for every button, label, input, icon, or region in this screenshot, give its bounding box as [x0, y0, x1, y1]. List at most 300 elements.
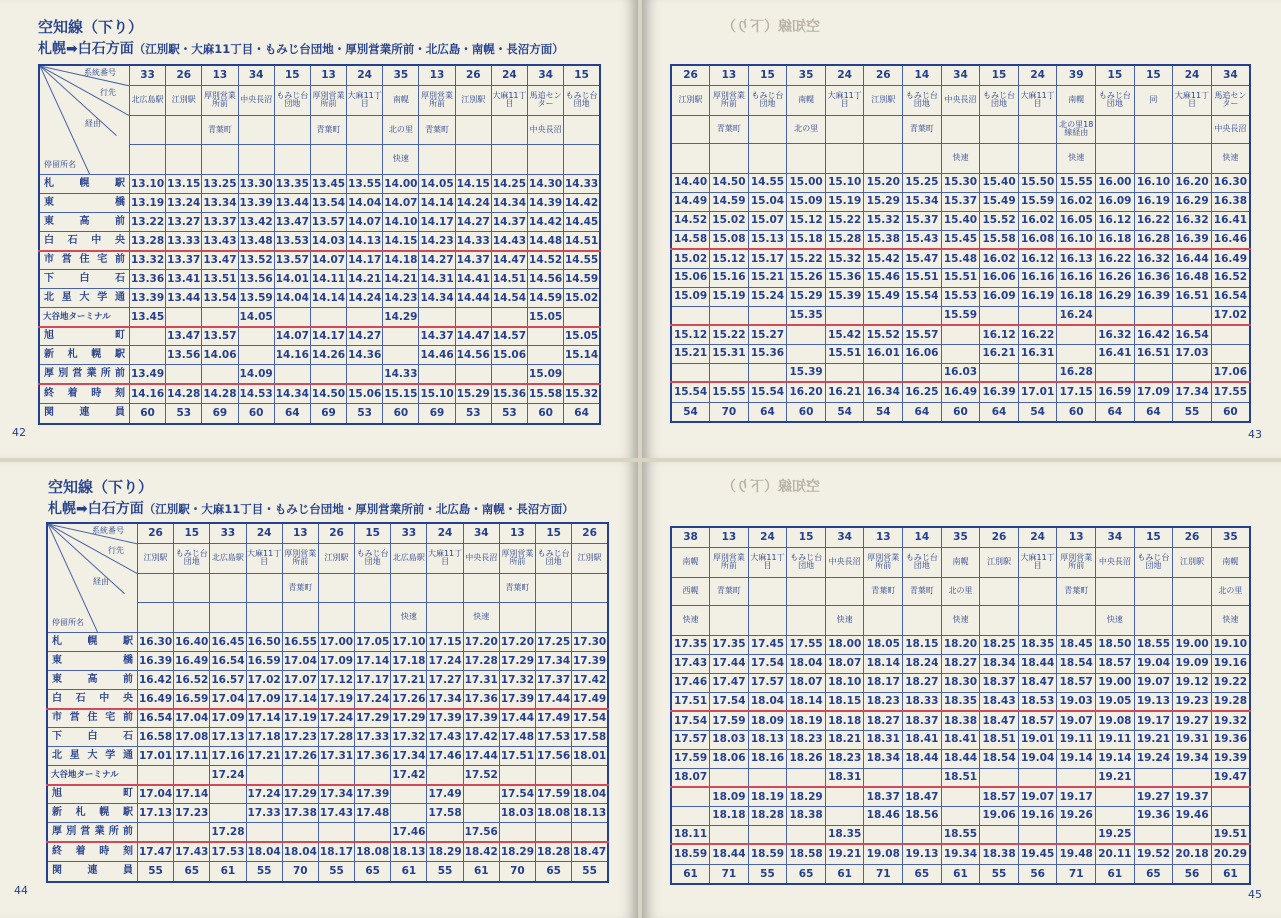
staff-count: 65 — [536, 862, 572, 882]
staff-count: 61 — [1096, 864, 1135, 884]
service-type — [1173, 605, 1212, 635]
departure-time: 13.47 — [166, 327, 202, 346]
via-note — [748, 115, 787, 143]
departure-time: 18.34 — [980, 654, 1019, 673]
departure-time: 18.11 — [671, 825, 710, 844]
departure-time: 14.41 — [455, 270, 491, 289]
departure-time: 17.09 — [246, 690, 282, 709]
destination: 北広島駅 — [210, 543, 246, 573]
stop-row — [47, 671, 608, 690]
service-type — [455, 144, 491, 174]
departure-time: 20.11 — [1096, 844, 1135, 864]
departure-time: 13.57 — [310, 213, 346, 232]
departure-time: 18.25 — [980, 635, 1019, 654]
departure-time: 18.23 — [787, 730, 826, 749]
departure-time: 14.52 — [671, 211, 710, 230]
departure-time: 18.17 — [318, 842, 354, 862]
route-number: 24 — [491, 65, 527, 85]
departure-time: 18.37 — [980, 673, 1019, 692]
page-44 — [0, 462, 638, 918]
departure-time: 14.33 — [564, 175, 600, 194]
departure-time: 16.55 — [282, 633, 318, 652]
stop-row — [39, 270, 600, 289]
departure-time — [1173, 306, 1212, 325]
departure-time: 17.24 — [246, 785, 282, 804]
departure-time: 15.06 — [347, 384, 383, 404]
departure-time: 17.46 — [671, 673, 710, 692]
stop-row — [671, 844, 1250, 864]
departure-time — [710, 363, 749, 382]
departure-time: 16.12 — [980, 325, 1019, 344]
departure-time: 17.01 — [137, 747, 173, 766]
departure-time: 18.19 — [748, 787, 787, 806]
departure-time — [419, 365, 455, 384]
departure-time: 19.27 — [1173, 711, 1212, 730]
departure-time: 13.48 — [238, 232, 274, 251]
departure-time: 18.29 — [787, 787, 826, 806]
departure-time: 14.56 — [528, 270, 564, 289]
departure-time: 15.52 — [864, 325, 903, 344]
departure-time: 18.08 — [536, 804, 572, 823]
via-note — [347, 116, 383, 144]
route-number: 24 — [1018, 65, 1057, 85]
departure-time: 14.49 — [671, 192, 710, 211]
via-note — [274, 116, 310, 144]
route-number: 34 — [941, 65, 980, 85]
route-number: 24 — [1018, 527, 1057, 547]
departure-time — [787, 825, 826, 844]
departure-time: 14.28 — [166, 384, 202, 404]
destination: 厚別営業所前 — [1057, 547, 1096, 577]
route-number: 13 — [202, 65, 238, 85]
departure-time — [238, 327, 274, 346]
departure-time: 15.27 — [748, 325, 787, 344]
departure-time — [671, 306, 710, 325]
departure-time: 18.31 — [864, 730, 903, 749]
service-type: 快速 — [941, 605, 980, 635]
departure-time: 13.39 — [238, 194, 274, 213]
departure-time: 18.00 — [825, 635, 864, 654]
departure-time: 17.33 — [355, 728, 391, 747]
departure-time: 17.31 — [318, 747, 354, 766]
staff-count: 69 — [202, 404, 238, 424]
departure-time: 13.39 — [129, 289, 165, 308]
service-type — [310, 144, 346, 174]
departure-time: 17.18 — [391, 652, 427, 671]
departure-time: 15.16 — [710, 268, 749, 287]
service-type: 快速 — [463, 602, 499, 632]
destination: 同 — [1134, 85, 1173, 115]
stop-name: 大谷地ターミナル — [47, 766, 137, 785]
departure-time: 13.53 — [274, 232, 310, 251]
stop-row — [47, 709, 608, 728]
departure-time: 16.31 — [1018, 344, 1057, 363]
departure-time: 18.37 — [903, 711, 942, 730]
departure-time: 17.51 — [499, 747, 535, 766]
departure-time: 14.23 — [419, 232, 455, 251]
departure-time: 14.57 — [491, 327, 527, 346]
departure-time: 16.59 — [246, 652, 282, 671]
departure-time: 18.37 — [864, 787, 903, 806]
departure-time: 19.05 — [1096, 692, 1135, 711]
header-stub — [47, 523, 137, 633]
stop-row — [671, 249, 1250, 268]
departure-time: 16.39 — [1173, 230, 1212, 249]
departure-time: 19.21 — [1096, 768, 1135, 787]
departure-time: 18.57 — [980, 787, 1019, 806]
destination: 厚別営業所前 — [310, 85, 346, 115]
departure-time: 16.22 — [1134, 211, 1173, 230]
via-note — [455, 116, 491, 144]
departure-time: 17.45 — [748, 635, 787, 654]
stop-name: 新札幌駅 — [47, 804, 137, 823]
departure-time: 14.39 — [528, 194, 564, 213]
departure-time: 17.23 — [174, 804, 210, 823]
destination: 大麻11丁目 — [1173, 85, 1212, 115]
departure-time: 18.04 — [572, 785, 608, 804]
staff-count: 61 — [210, 862, 246, 882]
stop-row — [39, 384, 600, 404]
departure-time: 15.12 — [787, 211, 826, 230]
stop-row — [39, 194, 600, 213]
departure-time: 18.42 — [463, 842, 499, 862]
departure-time: 16.59 — [1096, 382, 1135, 402]
departure-time: 17.46 — [427, 747, 463, 766]
via-note — [210, 574, 246, 602]
departure-time — [710, 825, 749, 844]
departure-time: 14.15 — [455, 175, 491, 194]
route-number: 24 — [825, 65, 864, 85]
departure-time: 18.45 — [1057, 635, 1096, 654]
departure-time: 14.04 — [274, 289, 310, 308]
departure-time: 16.49 — [174, 652, 210, 671]
departure-time: 18.13 — [391, 842, 427, 862]
departure-time — [238, 346, 274, 365]
departure-time — [864, 768, 903, 787]
stop-name: 市営住宅前 — [47, 709, 137, 728]
departure-time — [347, 308, 383, 327]
service-type — [427, 602, 463, 632]
departure-time: 16.20 — [1173, 173, 1212, 192]
stop-name: 厚別営業所前 — [39, 365, 129, 384]
staff-count: 56 — [1173, 864, 1212, 884]
service-type — [246, 602, 282, 632]
route-number: 13 — [310, 65, 346, 85]
staff-count: 64 — [748, 402, 787, 422]
departure-time: 16.40 — [174, 633, 210, 652]
departure-time: 16.42 — [137, 671, 173, 690]
staff-count: 60 — [129, 404, 165, 424]
departure-time: 15.19 — [710, 287, 749, 306]
departure-time — [202, 308, 238, 327]
stop-row — [47, 804, 608, 823]
departure-time: 19.34 — [941, 844, 980, 864]
service-type — [903, 605, 942, 635]
service-type: 快速 — [941, 143, 980, 173]
departure-time: 16.19 — [1134, 192, 1173, 211]
service-type — [671, 143, 710, 173]
departure-time — [980, 768, 1019, 787]
route-number: 24 — [246, 523, 282, 543]
departure-time: 13.30 — [238, 175, 274, 194]
departure-time: 13.59 — [238, 289, 274, 308]
departure-time: 17.29 — [499, 652, 535, 671]
departure-time: 15.07 — [748, 211, 787, 230]
departure-time: 18.16 — [748, 749, 787, 768]
departure-time: 18.13 — [572, 804, 608, 823]
destination: 中央長沼 — [1096, 547, 1135, 577]
departure-time — [491, 308, 527, 327]
departure-time: 16.02 — [1018, 211, 1057, 230]
via-note — [787, 577, 826, 605]
departure-time — [355, 766, 391, 785]
departure-time: 14.16 — [129, 384, 165, 404]
departure-time: 17.55 — [787, 635, 826, 654]
departure-time: 15.51 — [941, 268, 980, 287]
route-number: 35 — [941, 527, 980, 547]
departure-time — [310, 365, 346, 384]
departure-time — [671, 806, 710, 825]
departure-time: 15.32 — [825, 249, 864, 268]
departure-time: 15.08 — [710, 230, 749, 249]
service-type — [864, 605, 903, 635]
departure-time — [1173, 363, 1212, 382]
stub-label-keito: 系統番号 — [92, 526, 124, 535]
route-number: 15 — [980, 65, 1019, 85]
departure-time: 15.02 — [564, 289, 600, 308]
departure-time: 18.47 — [903, 787, 942, 806]
staff-count: 55 — [572, 862, 608, 882]
departure-time: 14.24 — [347, 289, 383, 308]
timetable-44 — [46, 522, 609, 883]
route-number: 26 — [455, 65, 491, 85]
route-heading — [38, 38, 564, 58]
departure-time: 16.16 — [1057, 268, 1096, 287]
departure-time: 15.58 — [528, 384, 564, 404]
departure-time: 16.18 — [1057, 287, 1096, 306]
destination: 江別駅 — [572, 543, 608, 573]
departure-time: 17.59 — [710, 711, 749, 730]
stop-name: 白石中央 — [39, 232, 129, 251]
departure-time: 18.57 — [1018, 711, 1057, 730]
departure-time: 17.19 — [282, 709, 318, 728]
departure-time: 16.46 — [1211, 230, 1250, 249]
departure-time — [1211, 787, 1250, 806]
departure-time: 16.32 — [1134, 249, 1173, 268]
departure-time: 14.14 — [419, 194, 455, 213]
departure-time: 18.53 — [1018, 692, 1057, 711]
departure-time: 15.53 — [941, 287, 980, 306]
departure-time: 17.31 — [463, 671, 499, 690]
departure-time — [455, 308, 491, 327]
stop-row — [671, 787, 1250, 806]
stop-row — [671, 287, 1250, 306]
departure-time: 17.30 — [572, 633, 608, 652]
via-note — [536, 574, 572, 602]
via-note: 青葉町 — [864, 577, 903, 605]
departure-time: 14.17 — [310, 327, 346, 346]
departure-time: 17.33 — [246, 804, 282, 823]
page-number: 42 — [12, 426, 26, 439]
route-number: 33 — [129, 65, 165, 85]
departure-time: 15.38 — [864, 230, 903, 249]
route-number: 35 — [1211, 527, 1250, 547]
departure-time: 17.36 — [463, 690, 499, 709]
stop-row — [39, 232, 600, 251]
staff-count: 70 — [710, 402, 749, 422]
via-note — [941, 115, 980, 143]
departure-time — [1057, 344, 1096, 363]
header-row-dest — [671, 85, 1250, 115]
departure-time — [174, 766, 210, 785]
route-number: 13 — [499, 523, 535, 543]
destination: もみじ台団地 — [174, 543, 210, 573]
departure-time: 16.49 — [1211, 249, 1250, 268]
departure-time: 17.27 — [427, 671, 463, 690]
stop-row — [39, 213, 600, 232]
departure-time: 16.25 — [903, 382, 942, 402]
departure-time: 16.28 — [1134, 230, 1173, 249]
staff-count: 60 — [1211, 402, 1250, 422]
departure-time: 18.07 — [787, 673, 826, 692]
via-note: 青葉町 — [1057, 577, 1096, 605]
departure-time: 19.01 — [1018, 730, 1057, 749]
departure-time: 19.17 — [1134, 711, 1173, 730]
departure-time: 15.58 — [980, 230, 1019, 249]
departure-time — [1018, 306, 1057, 325]
departure-time: 14.52 — [528, 251, 564, 270]
service-type — [1018, 143, 1057, 173]
departure-time: 15.42 — [825, 325, 864, 344]
departure-time: 16.36 — [1134, 268, 1173, 287]
departure-time: 15.39 — [825, 287, 864, 306]
departure-time: 17.29 — [391, 709, 427, 728]
departure-time: 15.09 — [787, 192, 826, 211]
departure-time: 15.37 — [903, 211, 942, 230]
departure-time — [1057, 825, 1096, 844]
route-number: 15 — [1096, 65, 1135, 85]
departure-time: 16.54 — [210, 652, 246, 671]
departure-time: 18.17 — [864, 673, 903, 692]
staff-count: 71 — [864, 864, 903, 884]
destination: 南幌 — [1057, 85, 1096, 115]
via-note: 青葉町 — [903, 577, 942, 605]
service-type — [748, 143, 787, 173]
via-note — [864, 115, 903, 143]
departure-time: 13.47 — [274, 213, 310, 232]
departure-time: 14.07 — [383, 194, 419, 213]
stop-row — [47, 823, 608, 842]
departure-time: 13.22 — [129, 213, 165, 232]
departure-time: 18.01 — [572, 747, 608, 766]
departure-time: 14.59 — [564, 270, 600, 289]
route-direction: 札幌➡白石方面 — [48, 501, 144, 517]
via-note: 北の里 — [383, 116, 419, 144]
departure-time: 17.34 — [427, 690, 463, 709]
departure-time: 15.25 — [903, 173, 942, 192]
departure-time: 13.56 — [166, 346, 202, 365]
departure-time: 18.44 — [941, 749, 980, 768]
departure-time: 17.03 — [1173, 344, 1212, 363]
departure-time: 18.57 — [1096, 654, 1135, 673]
departure-time: 14.47 — [455, 327, 491, 346]
departure-time: 16.42 — [1134, 325, 1173, 344]
departure-time: 15.12 — [710, 249, 749, 268]
departure-time: 19.26 — [1057, 806, 1096, 825]
departure-time: 14.23 — [383, 289, 419, 308]
departure-time: 17.24 — [427, 652, 463, 671]
departure-time: 13.24 — [166, 194, 202, 213]
stop-row — [671, 635, 1250, 654]
route-number: 15 — [174, 523, 210, 543]
stop-name: 新札幌駅 — [39, 346, 129, 365]
departure-time — [1134, 306, 1173, 325]
via-note: 中央長沼 — [1211, 115, 1250, 143]
departure-time: 16.29 — [1173, 192, 1212, 211]
departure-time: 18.15 — [825, 692, 864, 711]
staff-count: 64 — [903, 402, 942, 422]
via-note: 北の里 — [1211, 577, 1250, 605]
destination: もみじ台団地 — [1096, 85, 1135, 115]
departure-time: 17.39 — [572, 652, 608, 671]
via-note — [1134, 115, 1173, 143]
destination: もみじ台団地 — [564, 85, 600, 115]
staff-count: 61 — [825, 864, 864, 884]
departure-time: 15.30 — [941, 173, 980, 192]
stop-row — [671, 673, 1250, 692]
departure-time — [903, 825, 942, 844]
departure-time: 17.15 — [427, 633, 463, 652]
departure-time: 18.19 — [787, 711, 826, 730]
via-note: 青葉町 — [202, 116, 238, 144]
departure-time: 16.09 — [980, 287, 1019, 306]
departure-time: 15.15 — [383, 384, 419, 404]
service-type — [980, 605, 1019, 635]
header-row-routes — [671, 65, 1250, 85]
departure-time: 14.29 — [383, 308, 419, 327]
service-type — [710, 143, 749, 173]
departure-time: 19.47 — [1211, 768, 1250, 787]
departure-time — [1096, 306, 1135, 325]
departure-time: 16.54 — [137, 709, 173, 728]
departure-time: 19.46 — [1173, 806, 1212, 825]
departure-time: 15.55 — [710, 382, 749, 402]
departure-time: 18.47 — [572, 842, 608, 862]
departure-time: 18.47 — [980, 711, 1019, 730]
stop-row — [671, 749, 1250, 768]
destination: 厚別営業所前 — [864, 547, 903, 577]
stop-row — [671, 768, 1250, 787]
departure-time: 13.47 — [202, 251, 238, 270]
departure-time: 14.37 — [455, 251, 491, 270]
departure-time: 19.28 — [1211, 692, 1250, 711]
departure-time: 17.26 — [391, 690, 427, 709]
destination: 大麻11丁目 — [491, 85, 527, 115]
timetable-heading: 空知線（下り） — [48, 478, 154, 496]
via-note: 青葉町 — [710, 577, 749, 605]
departure-time — [1057, 325, 1096, 344]
departure-time: 15.13 — [748, 230, 787, 249]
destination: もみじ台団地 — [274, 85, 310, 115]
staff-count: 55 — [137, 862, 173, 882]
route-number: 26 — [318, 523, 354, 543]
departure-time: 17.14 — [174, 785, 210, 804]
staff-count: 65 — [903, 864, 942, 884]
departure-time: 19.00 — [1096, 673, 1135, 692]
departure-time: 17.39 — [427, 709, 463, 728]
departure-time: 14.34 — [491, 194, 527, 213]
departure-time: 13.15 — [166, 175, 202, 194]
